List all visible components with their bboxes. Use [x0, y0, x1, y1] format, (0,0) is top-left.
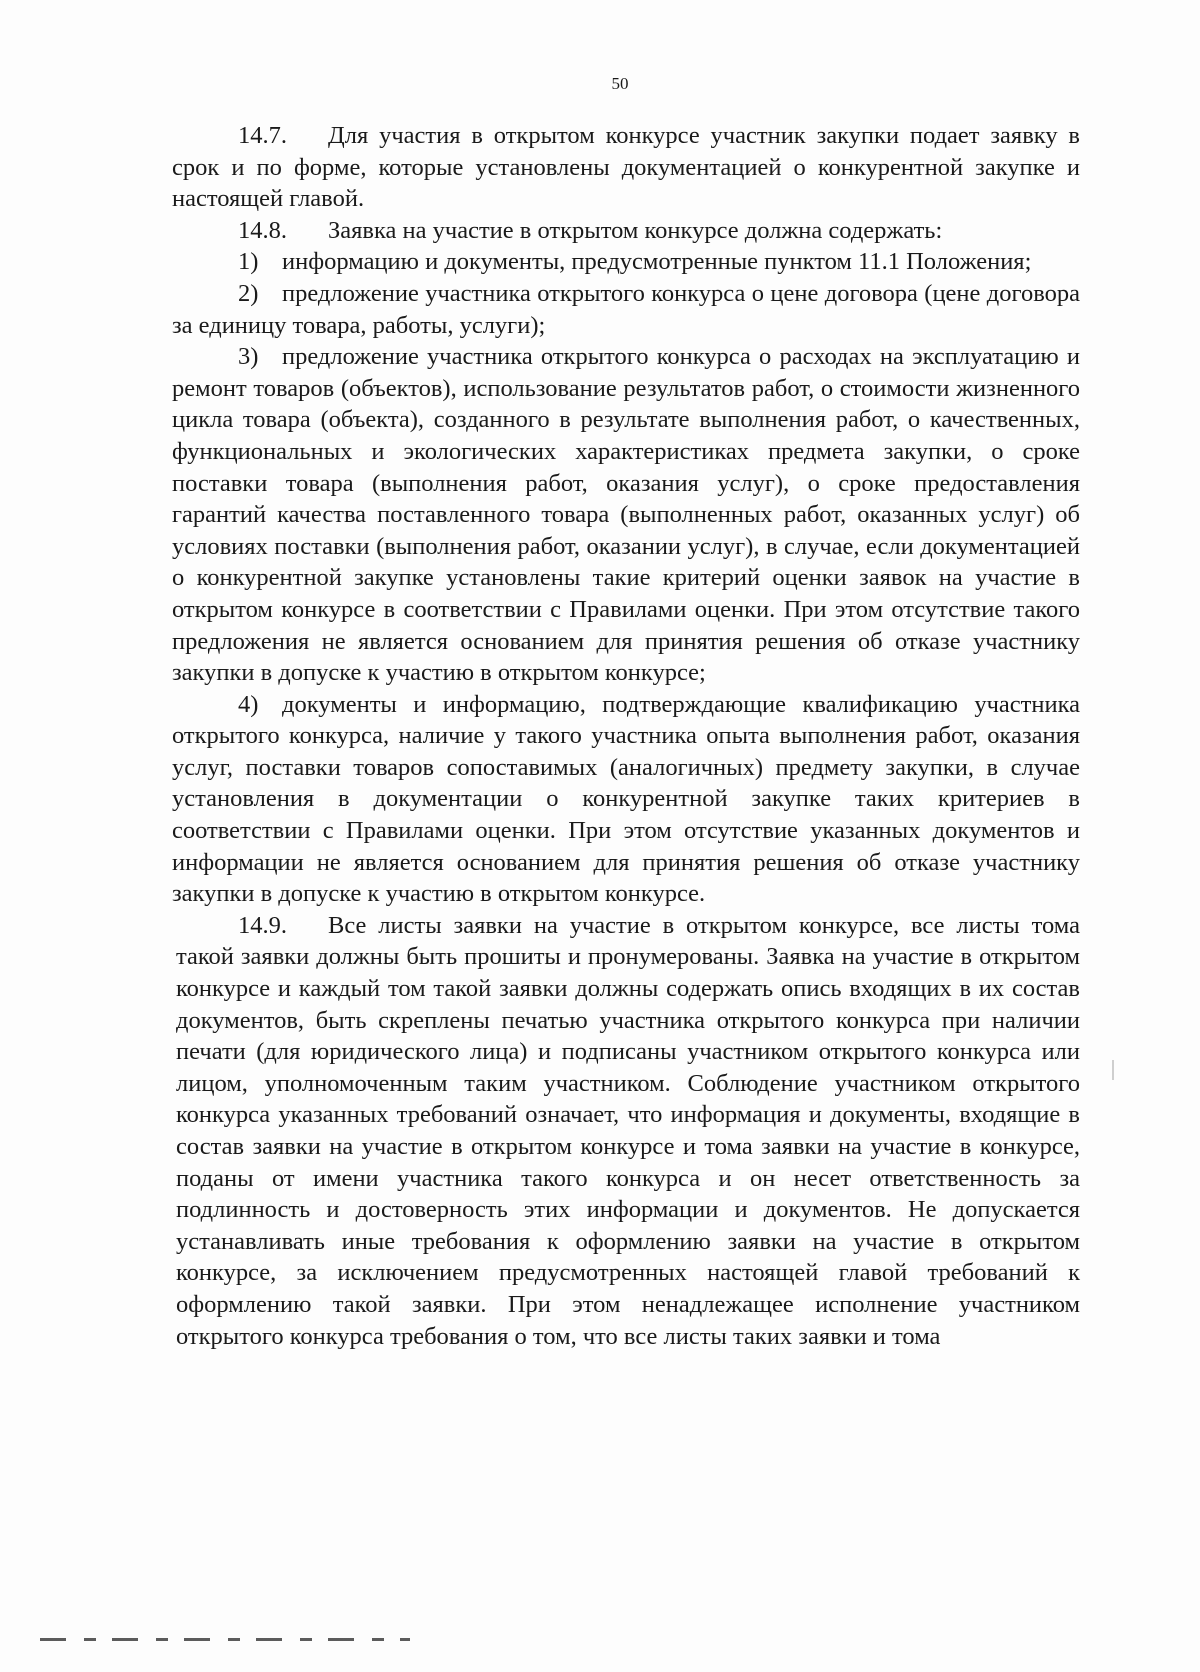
list-item-2 [172, 278, 1080, 341]
clause-number: 14.9. [238, 911, 287, 939]
item-text: информацию и документы, предусмотренные пунктом 11.1 Положения; [282, 248, 1032, 276]
item-text: предложение участника открытого конкурса о цене договора (цене договора за единицу товара, работы, услуги); [172, 279, 1080, 339]
document-body [172, 120, 1080, 1352]
scan-artifact-mark [1112, 1060, 1114, 1080]
item-text: документы и информацию, подтверждающие квалификацию участника открытого конкурса, наличие у такого участника опыта выполнения работ, оказания услуг, поставки товаров сопоставимых (аналогичных) предмету закупки, в случае установления в документации о конкурентной закупке таких критериев в соответствии с Правилами оценки. При этом отсутствие указанных документов и информации не является основанием для принятия решения об отказе участнику закупки в допуске к участию в открытом конкурсе. [172, 690, 1080, 908]
page-number: 50 [611, 74, 629, 93]
clause-text: Все листы заявки на участие в открытом конкурсе, все листы тома такой заявки должны быть прошиты и пронумерованы. Заявка на участие в открытом конкурсе и каждый том такой заявки должны содержать опись входящих в их состав документов, быть скреплены печатью участника открытого конкурса при наличии печати (для юридического лица) и подписаны участником открытого конкурса или лицом, уполномоченным таким участником. Соблюдение участником открытого конкурса указанных требований означает, что информация и документы, входящие в состав заявки на участие в открытом конкурсе и тома заявки на участие в конкурсе, поданы от имени участника такого конкурса и он несет ответственность за подлинность и достоверность этих информации и документов. Не допускается устанавливать иные требования к оформлению заявки на участие в открытом конкурсе, за исключением предусмотренных настоящей главой требований к оформлению такой заявки. При этом ненадлежащее исполнение участником открытого конкурса требования о том, что все листы таких заявки и тома [176, 911, 1080, 1350]
item-number: 4) [238, 690, 259, 718]
paragraph-14-9 [176, 910, 1080, 1352]
clause-text: Заявка на участие в открытом конкурсе должна содержать: [328, 216, 943, 244]
item-text: предложение участника открытого конкурса о расходах на эксплуатацию и ремонт товаров (объектов), использование результатов работ, о стоимости жизненного цикла товара (объекта), созданного в результате выполнения работ, о качественных, функциональных и экологических характеристиках предмета закупки, о сроке поставки товара (выполнения работ, оказания услуг), о сроке предоставления гарантий качества поставленного товара (выполненных работ, оказанных услуг) об условиях поставки (выполнения работ, оказании услуг), в случае, если документацией о конкурентной закупке установлены такие критерий оценки заявок на участие в открытом конкурсе в соответствии с Правилами оценки. При этом отсутствие такого предложения не является основанием для принятия решения об отказе участнику закупки в допуске к участию в открытом конкурсе; [172, 343, 1080, 687]
item-number: 1) [238, 248, 259, 276]
item-number: 2) [238, 279, 259, 307]
list-item-3 [172, 341, 1080, 689]
clause-number: 14.7. [238, 122, 287, 149]
paragraph-14-7 [172, 120, 1080, 215]
clause-text: Для участия в открытом конкурсе участник закупки подает заявку в срок и по форме, которые установлены документацией о конкурентной закупке и настоящей главой. [172, 122, 1080, 213]
scan-artifact-footer-line [40, 1638, 410, 1641]
item-number: 3) [238, 343, 259, 371]
list-item-4 [172, 689, 1080, 910]
clause-number: 14.8. [238, 216, 287, 244]
list-item-1 [172, 246, 1080, 278]
paragraph-14-8 [172, 215, 1080, 247]
